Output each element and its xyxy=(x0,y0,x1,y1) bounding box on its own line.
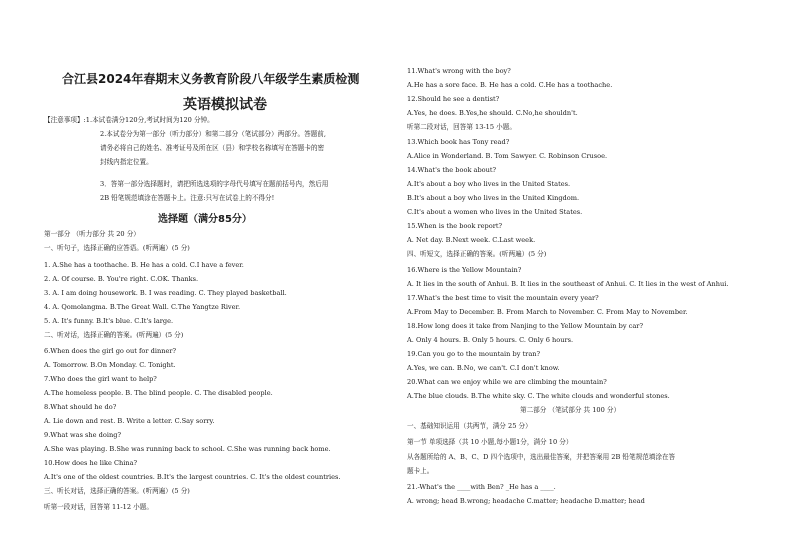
right-line: 19.Can you go to the mountain by tran? xyxy=(407,350,541,358)
right-line: 13.Which book has Tony read? xyxy=(407,138,510,146)
right-line: A.The blue clouds. B.The white sky. C. The white clouds and wonderful stones. xyxy=(407,392,670,400)
left-line: A. Lie down and rest. B. Write a letter. C.Say sorry. xyxy=(44,417,215,425)
note-line: 【注意事项】:1.本试卷满分120分,考试时间为120 分钟。 xyxy=(44,116,214,124)
right-line: 题卡上。 xyxy=(407,467,434,475)
note-line: 封线内指定位置。 xyxy=(100,158,153,166)
right-line: B.It's about a boy who lives in the United Kingdom. xyxy=(407,194,580,202)
left-line: 1. A.She has a toothache. B. He has a cold. C.I have a fever. xyxy=(44,261,244,269)
right-line: 14.What's the book about? xyxy=(407,166,497,174)
exam-title: 合江县2024年春期末义务教育阶段八年级学生素质检测 xyxy=(62,72,360,86)
right-line: 第一节 单项选择（共 10 小题,每小题1分，满分 10 分） xyxy=(407,438,573,446)
right-line: A.Yes, we can. B.No, we can't. C.I don't know. xyxy=(407,364,560,372)
left-line: A.The homeless people. B. The blind people. C. The disabled people. xyxy=(44,389,273,397)
note-line: 2.本试卷分为第一部分（听力部分）和第二部分（笔试部分）两部分。答题前, xyxy=(100,130,326,138)
exam-subtitle: 英语模拟试卷 xyxy=(183,97,267,113)
right-line: 15.When is the book report? xyxy=(407,222,503,230)
left-line: 三、听长对话，选择正确的答案。(听两遍）(5 分) xyxy=(44,487,190,495)
right-line: 20.What can we enjoy while we are climbing the mountain? xyxy=(407,378,607,386)
right-line: 18.How long does it take from Nanjing to the Yellow Mountain by car? xyxy=(407,322,643,330)
right-line: A. Net day. B.Next week. C.Last week. xyxy=(407,236,536,244)
left-line: 6.When does the girl go out for dinner? xyxy=(44,347,177,355)
note-line: 请务必将自己的姓名、准考证号及所在区（县）和学校名称填写在答题卡的密 xyxy=(100,144,325,152)
right-line: A.From May to December. B. From March to November. C. From May to November. xyxy=(407,308,688,316)
left-line: 9.What was she doing? xyxy=(44,431,121,439)
right-line: 一、基础知识运用（共两节，满分 25 分） xyxy=(407,422,532,430)
right-line: C.It's about a women who lives in the United States. xyxy=(407,208,583,216)
left-line: 二、听对话，选择正确的答案。(听两遍）(5 分) xyxy=(44,331,184,339)
left-line: A.She was playing. B.She was running back to school. C.She was running back home. xyxy=(44,445,331,453)
left-line: 第一部分 （听力部分 共 20 分） xyxy=(44,230,140,238)
left-line: 一、听句子，选择正确的应答语。(听两遍）(5 分) xyxy=(44,244,190,252)
left-line: 8.What should he do? xyxy=(44,403,117,411)
note-line: 3．答第一部分选择题时，请把所选选项的字母代号填写在题前括号内，然后用 xyxy=(100,180,329,188)
right-line: 12.Should he see a dentist? xyxy=(407,95,500,103)
left-line: A. Tomorrow. B.On Monday. C. Tonight. xyxy=(44,361,176,369)
right-line: A.Alice in Wonderland. B. Tom Sawyer. C. Robinson Crusoe. xyxy=(407,152,608,160)
right-line: A.He has a sore face. B. He has a cold. C.He has a toothache. xyxy=(407,81,613,89)
right-line: 21.-What's the ____with Ben? _He has a ____. xyxy=(407,483,556,491)
left-line: A.It's one of the oldest countries. B.It's the largest countries. C. It's the oldest countries. xyxy=(44,473,341,481)
right-line: A. It lies in the south of Anhui. B. It lies in the southeast of Anhui. C. It lies in the west of Anhui. xyxy=(407,280,729,288)
part-two-title: 第二部分 （笔试部分 共 100 分） xyxy=(520,406,621,414)
left-line: 3. A. I am doing housework. B. I was reading. C. They played basketball. xyxy=(44,289,287,297)
left-line: 10.How does he like China? xyxy=(44,459,138,467)
left-line: 5. A. It's funny. B.It's blue. C.It's large. xyxy=(44,317,174,325)
right-line: 17.What's the best time to visit the mountain every year? xyxy=(407,294,599,302)
right-line: 听第二段对话，回答第 13-15 小题。 xyxy=(407,123,516,131)
right-line: A.It's about a boy who lives in the United States. xyxy=(407,180,571,188)
left-line: 2. A. Of course. B. You're right. C.OK. Thanks. xyxy=(44,275,199,283)
right-line: A.Yes, he does. B.Yes,he should. C.No,he shouldn't. xyxy=(407,109,578,117)
right-line: 从各题所给的 A、B、C、D 四个选项中，选出最佳答案，并把答案用 2B 铅笔规范填涂在答 xyxy=(407,453,676,461)
right-line: 16.Where is the Yellow Mountain? xyxy=(407,266,522,274)
left-line: 4. A. Qomolangma. B.The Great Wall. C.The Yangtze River. xyxy=(44,303,241,311)
right-line: 四、听短文，选择正确的答案。(听两遍）(5 分) xyxy=(407,250,547,258)
left-line: 听第一段对话，回答第 11-12 小题。 xyxy=(44,503,153,511)
left-line: 7.Who does the girl want to help? xyxy=(44,375,157,383)
right-line: 11.What's wrong with the boy? xyxy=(407,67,511,75)
note-line: 2B 铅笔规范填涂在答题卡上。注意:只写在试卷上的不得分! xyxy=(100,194,275,202)
right-line: A. Only 4 hours. B. Only 5 hours. C. Only 6 hours. xyxy=(407,336,574,344)
section-title: 选择题（满分85分） xyxy=(158,214,252,225)
right-line: A. wrong; head B.wrong; headache C.matter; headache D.matter; head xyxy=(407,497,645,505)
